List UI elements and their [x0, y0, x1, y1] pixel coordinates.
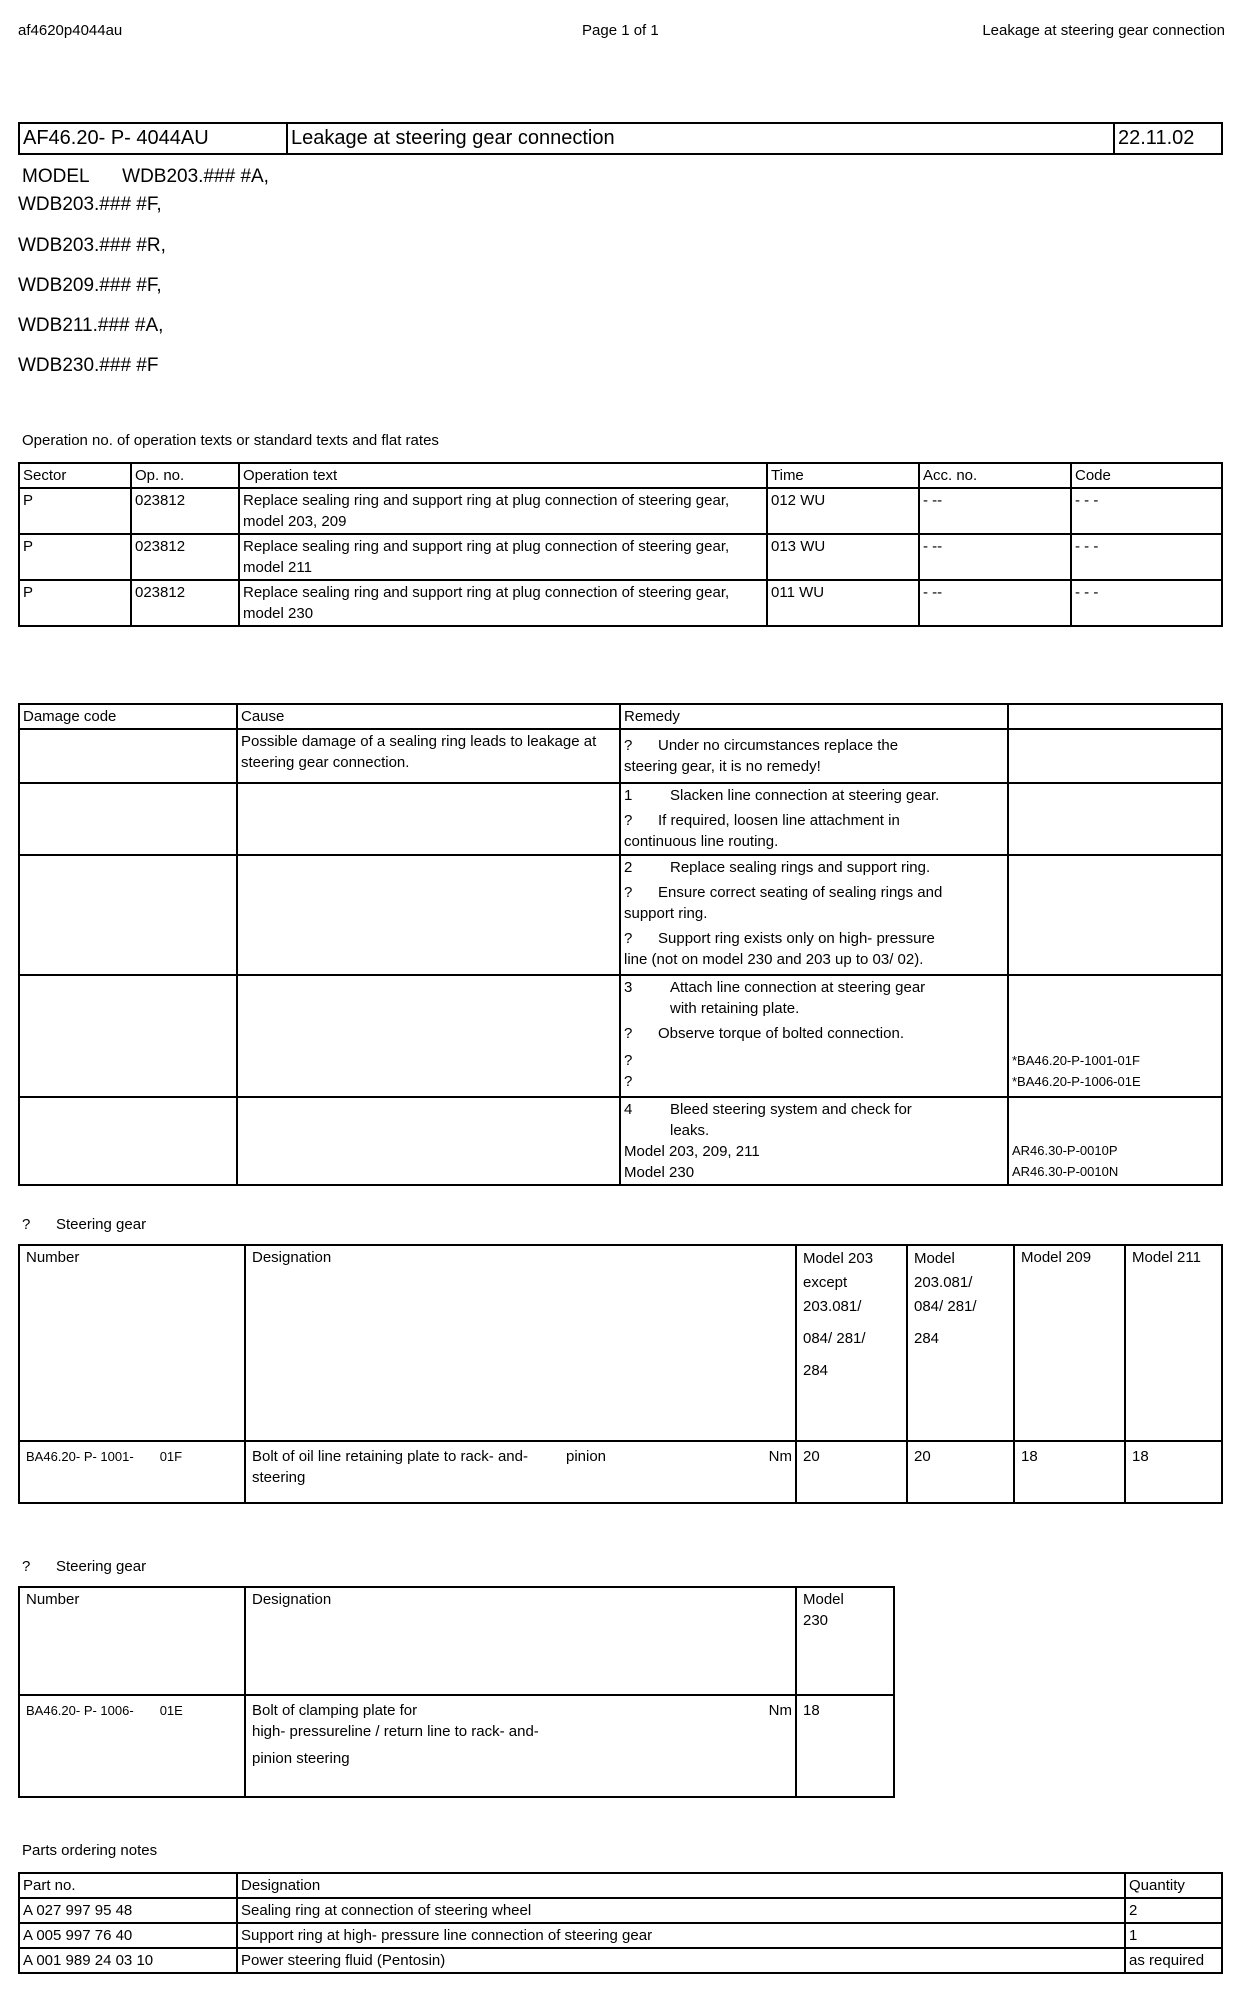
- step-number: 3: [624, 979, 633, 996]
- table-row: [19, 534, 1222, 580]
- bullet: ?: [22, 1558, 31, 1575]
- remedy-text: line (not on model 230 and 203 up to 03/ 02).: [624, 951, 924, 968]
- col-remedy: Remedy: [620, 704, 1008, 729]
- col-designation: Designation: [237, 1873, 1125, 1898]
- remedy-cell: [620, 783, 1008, 855]
- bullet: ?: [624, 1052, 633, 1069]
- col-part-no: Part no.: [19, 1873, 237, 1898]
- bullet: ?: [624, 812, 633, 829]
- cell: [1008, 783, 1222, 855]
- model-label-line: [22, 166, 269, 188]
- cell: P: [19, 534, 131, 580]
- remedy-cell: [620, 729, 1008, 783]
- remedy-cell: [620, 975, 1008, 1097]
- page-number: Page 1 of 1: [582, 22, 659, 39]
- part-quantity: 1: [1125, 1923, 1222, 1948]
- header-text: Model: [803, 1591, 844, 1608]
- part-number: A 005 997 76 40: [19, 1923, 237, 1948]
- cell: [19, 729, 237, 783]
- header-text: Model 203: [803, 1250, 874, 1267]
- remedy-text: Ensure correct seating of sealing rings and: [658, 884, 943, 901]
- model-line-4: WDB211.### #A,: [18, 315, 164, 336]
- part-designation: Sealing ring at connection of steering wheel: [237, 1898, 1125, 1923]
- header-text: except: [803, 1274, 848, 1291]
- cell-text: high- pressureline / return line to rack- and-: [252, 1723, 539, 1740]
- col-model-203-081: [907, 1245, 1014, 1441]
- step-number: 2: [624, 859, 633, 876]
- value-cell: 18: [796, 1695, 894, 1797]
- header-text: 084/ 281/: [803, 1330, 866, 1347]
- col-model-211: Model 211: [1125, 1245, 1222, 1441]
- col-operation-text: Operation text: [239, 463, 767, 488]
- number-cell: [19, 1695, 245, 1797]
- remedy-cell: [620, 1097, 1008, 1185]
- bullet: ?: [22, 1216, 31, 1233]
- steering-caption-1: [22, 1216, 146, 1233]
- cell: Replace sealing ring and support ring at plug connection of steering gear, model 203, 209: [239, 488, 767, 534]
- col-acc-no: Acc. no.: [919, 463, 1071, 488]
- designation-cell: [245, 1441, 796, 1503]
- steering-table-2: [18, 1586, 895, 1798]
- header-text: Model: [914, 1250, 955, 1267]
- cell: [19, 855, 237, 975]
- cell-text: BA46.20- P- 1001-: [26, 1449, 134, 1464]
- remedy-text: Slacken line connection at steering gear.: [670, 787, 940, 804]
- table-row: [19, 975, 1222, 1097]
- cell-text: BA46.20- P- 1006-: [26, 1703, 134, 1718]
- col-code: Code: [1071, 463, 1222, 488]
- steering-header-row: [19, 1245, 1222, 1441]
- table-row: [19, 1097, 1222, 1185]
- remedy-text: Support ring exists only on high- pressure: [658, 930, 935, 947]
- value-cell: 18: [1014, 1441, 1125, 1503]
- header-text: 230: [803, 1612, 829, 1629]
- value-cell: 20: [907, 1441, 1014, 1503]
- remedy-text: Observe torque of bolted connection.: [658, 1025, 904, 1042]
- cell: 011 WU: [767, 580, 919, 626]
- caption-text: Steering gear: [56, 1558, 147, 1575]
- part-designation: Support ring at high- pressure line connection of steering gear: [237, 1923, 1125, 1948]
- col-sector: Sector: [19, 463, 131, 488]
- cell-text: Bolt of oil line retaining plate to rack- and-: [252, 1448, 528, 1465]
- bullet: ?: [624, 884, 633, 901]
- doc-date-cell: 22.11.02: [1114, 123, 1222, 154]
- reference-cell: [1008, 1097, 1222, 1185]
- doc-code: af4620p4044au: [18, 22, 123, 39]
- cell: - - -: [1071, 534, 1222, 580]
- cell: [237, 975, 620, 1097]
- operations-caption: Operation no. of operation texts or standard texts and flat rates: [22, 432, 439, 449]
- col-model-209: Model 209: [1014, 1245, 1125, 1441]
- remedy-text: support ring.: [624, 905, 708, 922]
- col-damage-code: Damage code: [19, 704, 237, 729]
- cell-text: 01E: [159, 1703, 183, 1718]
- parts-caption: Parts ordering notes: [22, 1842, 158, 1859]
- model-first: WDB203.### #A,: [122, 166, 269, 187]
- cell-text: pinion: [565, 1448, 607, 1465]
- cell: 023812: [131, 534, 239, 580]
- model-line-2: WDB203.### #R,: [18, 235, 166, 256]
- remedy-text: continuous line routing.: [624, 833, 779, 850]
- header-text: 203.081/: [803, 1298, 862, 1315]
- bullet: ?: [624, 737, 633, 754]
- col-model-203-except: [796, 1245, 907, 1441]
- number-cell: [19, 1441, 245, 1503]
- table-row: [19, 580, 1222, 626]
- remedy-text: Bleed steering system and check for: [670, 1101, 912, 1118]
- step-number: 1: [624, 787, 633, 804]
- part-number: A 027 997 95 48: [19, 1898, 237, 1923]
- reference-link[interactable]: *BA46.20-P-1001-01F: [1012, 1053, 1140, 1068]
- cell: 023812: [131, 488, 239, 534]
- col-cause: Cause: [237, 704, 620, 729]
- cell: [19, 975, 237, 1097]
- remedy-text: Model 203, 209, 211: [624, 1143, 760, 1160]
- cell: [237, 855, 620, 975]
- caption-text: Steering gear: [56, 1216, 147, 1233]
- table-row: [19, 488, 1222, 534]
- table-row: [19, 1441, 1222, 1503]
- damage-header-row: [19, 704, 1222, 729]
- col-number: Number: [19, 1587, 245, 1695]
- part-number: A 001 989 24 03 10: [19, 1948, 237, 1973]
- cell: [1008, 855, 1222, 975]
- part-quantity: 2: [1125, 1898, 1222, 1923]
- table-row: [19, 1898, 1222, 1923]
- remedy-text: Under no circumstances replace the: [658, 737, 899, 754]
- reference-link[interactable]: *BA46.20-P-1006-01E: [1012, 1074, 1141, 1089]
- parts-table: [18, 1872, 1223, 1974]
- header-text: 284: [803, 1362, 829, 1379]
- cell: 023812: [131, 580, 239, 626]
- model-label: MODEL: [22, 166, 89, 187]
- col-model-230: [796, 1587, 894, 1695]
- model-line-3: WDB209.### #F,: [18, 275, 162, 296]
- cell: Replace sealing ring and support ring at plug connection of steering gear, model 230: [239, 580, 767, 626]
- cell-text: pinion steering: [252, 1750, 350, 1767]
- reference-link[interactable]: AR46.30-P-0010N: [1012, 1164, 1119, 1179]
- remedy-text: Attach line connection at steering gear: [670, 979, 926, 996]
- damage-table: [18, 703, 1223, 1186]
- cell: [19, 1097, 237, 1185]
- col-designation: Designation: [245, 1245, 796, 1441]
- cell: 012 WU: [767, 488, 919, 534]
- table-row: [19, 783, 1222, 855]
- value-cell: 20: [796, 1441, 907, 1503]
- reference-cell: [1008, 975, 1222, 1097]
- steering-header-row: [19, 1587, 894, 1695]
- designation-cell: [245, 1695, 796, 1797]
- unit: Nm: [768, 1702, 792, 1719]
- table-row: [19, 855, 1222, 975]
- remedy-cell: [620, 855, 1008, 975]
- unit: Nm: [768, 1448, 792, 1465]
- table-row: [19, 1923, 1222, 1948]
- col-time: Time: [767, 463, 919, 488]
- cell: - - -: [1071, 580, 1222, 626]
- table-row: [19, 729, 1222, 783]
- remedy-text: If required, loosen line attachment in: [658, 812, 900, 829]
- bullet: ?: [624, 1025, 633, 1042]
- cell: P: [19, 580, 131, 626]
- value-cell: 18: [1125, 1441, 1222, 1503]
- cell-text: steering: [252, 1469, 306, 1486]
- cell: - --: [919, 488, 1071, 534]
- header-text: 084/ 281/: [914, 1298, 977, 1315]
- col-designation: Designation: [245, 1587, 796, 1695]
- cell: - --: [919, 534, 1071, 580]
- step-number: 4: [624, 1101, 633, 1118]
- cell: P: [19, 488, 131, 534]
- cause-cell: Possible damage of a sealing ring leads to leakage at steering gear connection.: [237, 729, 620, 783]
- remedy-text: with retaining plate.: [670, 1000, 800, 1017]
- cell: - - -: [1071, 488, 1222, 534]
- steering-caption-2: [22, 1558, 146, 1575]
- operations-table: [18, 462, 1223, 627]
- bullet: ?: [624, 930, 633, 947]
- steering-table-1: [18, 1244, 1223, 1504]
- table-row: [19, 1948, 1222, 1973]
- col-reference: [1008, 704, 1222, 729]
- cell: - --: [919, 580, 1071, 626]
- part-designation: Power steering fluid (Pentosin): [237, 1948, 1125, 1973]
- cell: [19, 783, 237, 855]
- col-quantity: Quantity: [1125, 1873, 1222, 1898]
- operations-header-row: [19, 463, 1222, 488]
- remedy-text: steering gear, it is no remedy!: [624, 758, 821, 775]
- model-line-5: WDB230.### #F: [18, 355, 159, 376]
- cell-text: Bolt of clamping plate for: [252, 1702, 418, 1719]
- header-text: 203.081/: [914, 1274, 973, 1291]
- cell: [1008, 729, 1222, 783]
- title-block: [18, 122, 1223, 155]
- cell: [237, 783, 620, 855]
- col-number: Number: [19, 1245, 245, 1441]
- bullet: ?: [624, 1073, 633, 1090]
- remedy-text: leaks.: [670, 1122, 710, 1139]
- remedy-text: Model 230: [624, 1164, 695, 1181]
- cell: [237, 1097, 620, 1185]
- model-line-1: WDB203.### #F,: [18, 194, 162, 215]
- cell: Replace sealing ring and support ring at plug connection of steering gear, model 211: [239, 534, 767, 580]
- doc-title-cell: Leakage at steering gear connection: [287, 123, 1114, 154]
- part-quantity: as required: [1125, 1948, 1222, 1973]
- table-row: [19, 1695, 894, 1797]
- remedy-text: Replace sealing rings and support ring.: [670, 859, 931, 876]
- header-title: Leakage at steering gear connection: [982, 22, 1225, 39]
- doc-code-cell: AF46.20- P- 4044AU: [19, 123, 287, 154]
- col-op-no: Op. no.: [131, 463, 239, 488]
- cell-text: 01F: [159, 1449, 183, 1464]
- header-text: 284: [914, 1330, 940, 1347]
- reference-link[interactable]: AR46.30-P-0010P: [1012, 1143, 1118, 1158]
- parts-header-row: [19, 1873, 1222, 1898]
- cell: 013 WU: [767, 534, 919, 580]
